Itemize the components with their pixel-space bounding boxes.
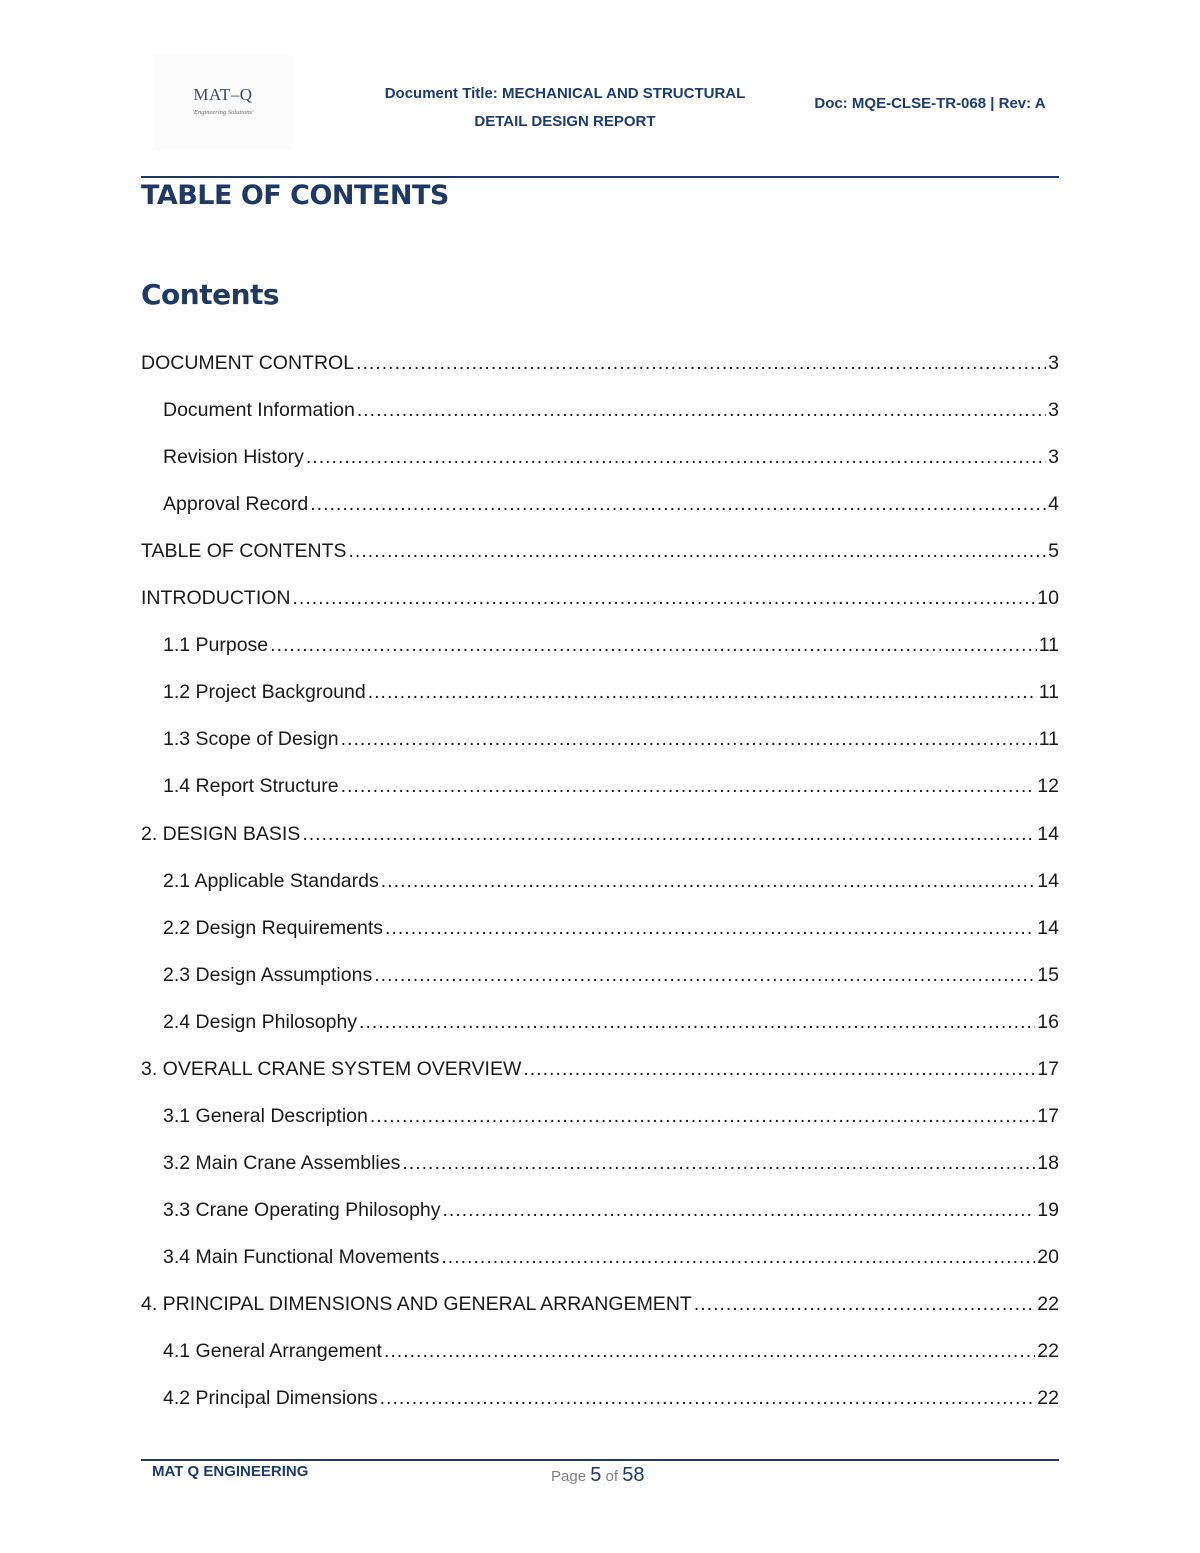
toc-entry-title: 1.4 Report Structure (163, 775, 339, 798)
toc-dot-leader (310, 493, 1046, 516)
toc-entry-page: 22 (1037, 1292, 1059, 1315)
page-title: TABLE OF CONTENTS (141, 180, 449, 211)
document-title (360, 80, 770, 136)
toc-entry-title: 2.2 Design Requirements (163, 916, 384, 939)
toc-entry-title: 3.4 Main Functional Movements (163, 1245, 440, 1268)
toc-dot-leader (443, 1199, 1036, 1222)
toc-entry-page: 22 (1037, 1387, 1059, 1410)
toc-entry-page: 3 (1048, 352, 1059, 375)
toc-entry-page: 4 (1048, 493, 1059, 516)
logo-tagline: 'Engineering Solutions' (192, 109, 254, 116)
toc-entry-page: 11 (1038, 728, 1059, 751)
footer-divider (141, 1459, 1059, 1461)
toc-entry[interactable] (141, 1281, 1059, 1328)
toc-entry-page: 11 (1038, 681, 1059, 704)
toc-dot-leader (523, 1058, 1035, 1081)
toc-entry-title: 3.3 Crane Operating Philosophy (163, 1198, 441, 1221)
toc-dot-leader (356, 352, 1046, 375)
page-current: 5 (590, 1464, 602, 1486)
toc-entry-title: Document Information (163, 399, 355, 422)
toc-dot-leader (341, 775, 1036, 798)
toc-entry[interactable] (141, 1093, 1059, 1140)
toc-dot-leader (441, 1246, 1035, 1269)
toc-entry[interactable] (141, 1234, 1059, 1281)
toc-entry-page: 5 (1048, 540, 1059, 563)
toc-entry-title: 3. OVERALL CRANE SYSTEM OVERVIEW (141, 1057, 522, 1080)
document-title-line1: Document Title: MECHANICAL AND STRUCTURAL (384, 85, 746, 102)
toc-entry-page: 3 (1048, 399, 1059, 422)
page-of: of (605, 1468, 619, 1485)
toc-entry-title: 1.1 Purpose (163, 634, 269, 657)
toc-entry[interactable] (141, 434, 1059, 481)
page-total: 58 (622, 1464, 645, 1486)
toc-dot-leader (694, 1293, 1035, 1316)
toc-dot-leader (293, 587, 1036, 610)
toc-entry-page: 12 (1037, 775, 1059, 798)
toc-entry[interactable] (141, 481, 1059, 528)
toc-list (141, 340, 1059, 1422)
footer-company: MAT Q ENGINEERING (152, 1463, 309, 1480)
toc-entry-page: 10 (1037, 587, 1059, 610)
toc-entry[interactable] (141, 669, 1059, 716)
toc-entry-page: 17 (1037, 1104, 1059, 1127)
toc-dot-leader (374, 964, 1035, 987)
toc-entry-title: 2. DESIGN BASIS (141, 822, 301, 845)
page-number (551, 1464, 644, 1487)
toc-entry-page: 20 (1037, 1245, 1059, 1268)
toc-entry-page: 3 (1048, 446, 1059, 469)
toc-entry[interactable] (141, 716, 1059, 763)
toc-entry[interactable] (141, 340, 1059, 387)
contents-heading: Contents (141, 278, 280, 311)
toc-dot-leader (381, 870, 1036, 893)
toc-entry-title: 4.2 Principal Dimensions (163, 1387, 378, 1410)
toc-entry[interactable] (141, 763, 1059, 810)
toc-entry[interactable] (141, 575, 1059, 622)
header-divider (141, 176, 1059, 178)
toc-entry-page: 16 (1037, 1010, 1059, 1033)
toc-entry-title: 3.1 General Description (163, 1104, 368, 1127)
toc-dot-leader (349, 540, 1047, 563)
toc-entry-title: Approval Record (163, 493, 309, 516)
toc-entry-page: 14 (1037, 916, 1059, 939)
toc-entry-title: Revision History (163, 446, 304, 469)
toc-entry-title: INTRODUCTION (141, 587, 291, 610)
toc-entry-title: DOCUMENT CONTROL (141, 352, 355, 375)
toc-entry-page: 11 (1038, 634, 1059, 657)
toc-entry[interactable] (141, 387, 1059, 434)
document-reference: Doc: MQE-CLSE-TR-068 | Rev: A (814, 95, 1046, 112)
toc-dot-leader (302, 823, 1035, 846)
toc-dot-leader (306, 446, 1046, 469)
toc-dot-leader (380, 1387, 1036, 1410)
page-label: Page (551, 1468, 587, 1485)
toc-entry-title: 4. PRINCIPAL DIMENSIONS AND GENERAL ARRANGEMENT (141, 1292, 692, 1315)
toc-entry-title: 1.2 Project Background (163, 681, 366, 704)
toc-dot-leader (357, 399, 1046, 422)
document-title-line2: DETAIL DESIGN REPORT (474, 113, 656, 130)
toc-entry[interactable] (141, 1187, 1059, 1234)
toc-entry-title: 4.1 General Arrangement (163, 1340, 382, 1363)
toc-entry[interactable] (141, 622, 1059, 669)
company-logo (153, 55, 293, 150)
toc-dot-leader (368, 681, 1037, 704)
logo-name: MAT–Q (193, 85, 253, 104)
toc-entry-page: 14 (1037, 869, 1059, 892)
toc-entry-title: 1.3 Scope of Design (163, 728, 339, 751)
toc-entry[interactable] (141, 1046, 1059, 1093)
toc-entry-page: 14 (1037, 822, 1059, 845)
toc-entry-title: TABLE OF CONTENTS (141, 540, 347, 563)
toc-entry-page: 17 (1037, 1057, 1059, 1080)
toc-entry-page: 15 (1037, 963, 1059, 986)
toc-dot-leader (385, 917, 1035, 940)
toc-entry-title: 2.1 Applicable Standards (163, 869, 379, 892)
toc-entry[interactable] (141, 810, 1059, 857)
toc-dot-leader (270, 634, 1037, 657)
toc-entry[interactable] (141, 999, 1059, 1046)
toc-entry[interactable] (141, 1375, 1059, 1422)
toc-entry[interactable] (141, 528, 1059, 575)
toc-dot-leader (384, 1340, 1035, 1363)
toc-entry[interactable] (141, 952, 1059, 999)
toc-entry-title: 3.2 Main Crane Assemblies (163, 1151, 401, 1174)
toc-entry-page: 19 (1037, 1198, 1059, 1221)
toc-entry-title: 2.3 Design Assumptions (163, 963, 373, 986)
toc-entry[interactable] (141, 1328, 1059, 1375)
toc-entry[interactable] (141, 905, 1059, 952)
toc-entry-page: 18 (1037, 1151, 1059, 1174)
toc-entry-title: 2.4 Design Philosophy (163, 1010, 358, 1033)
toc-dot-leader (370, 1105, 1035, 1128)
toc-dot-leader (341, 728, 1037, 751)
toc-dot-leader (359, 1011, 1035, 1034)
toc-entry-page: 22 (1037, 1340, 1059, 1363)
toc-entry[interactable] (141, 858, 1059, 905)
toc-entry[interactable] (141, 1140, 1059, 1187)
toc-dot-leader (402, 1152, 1035, 1175)
